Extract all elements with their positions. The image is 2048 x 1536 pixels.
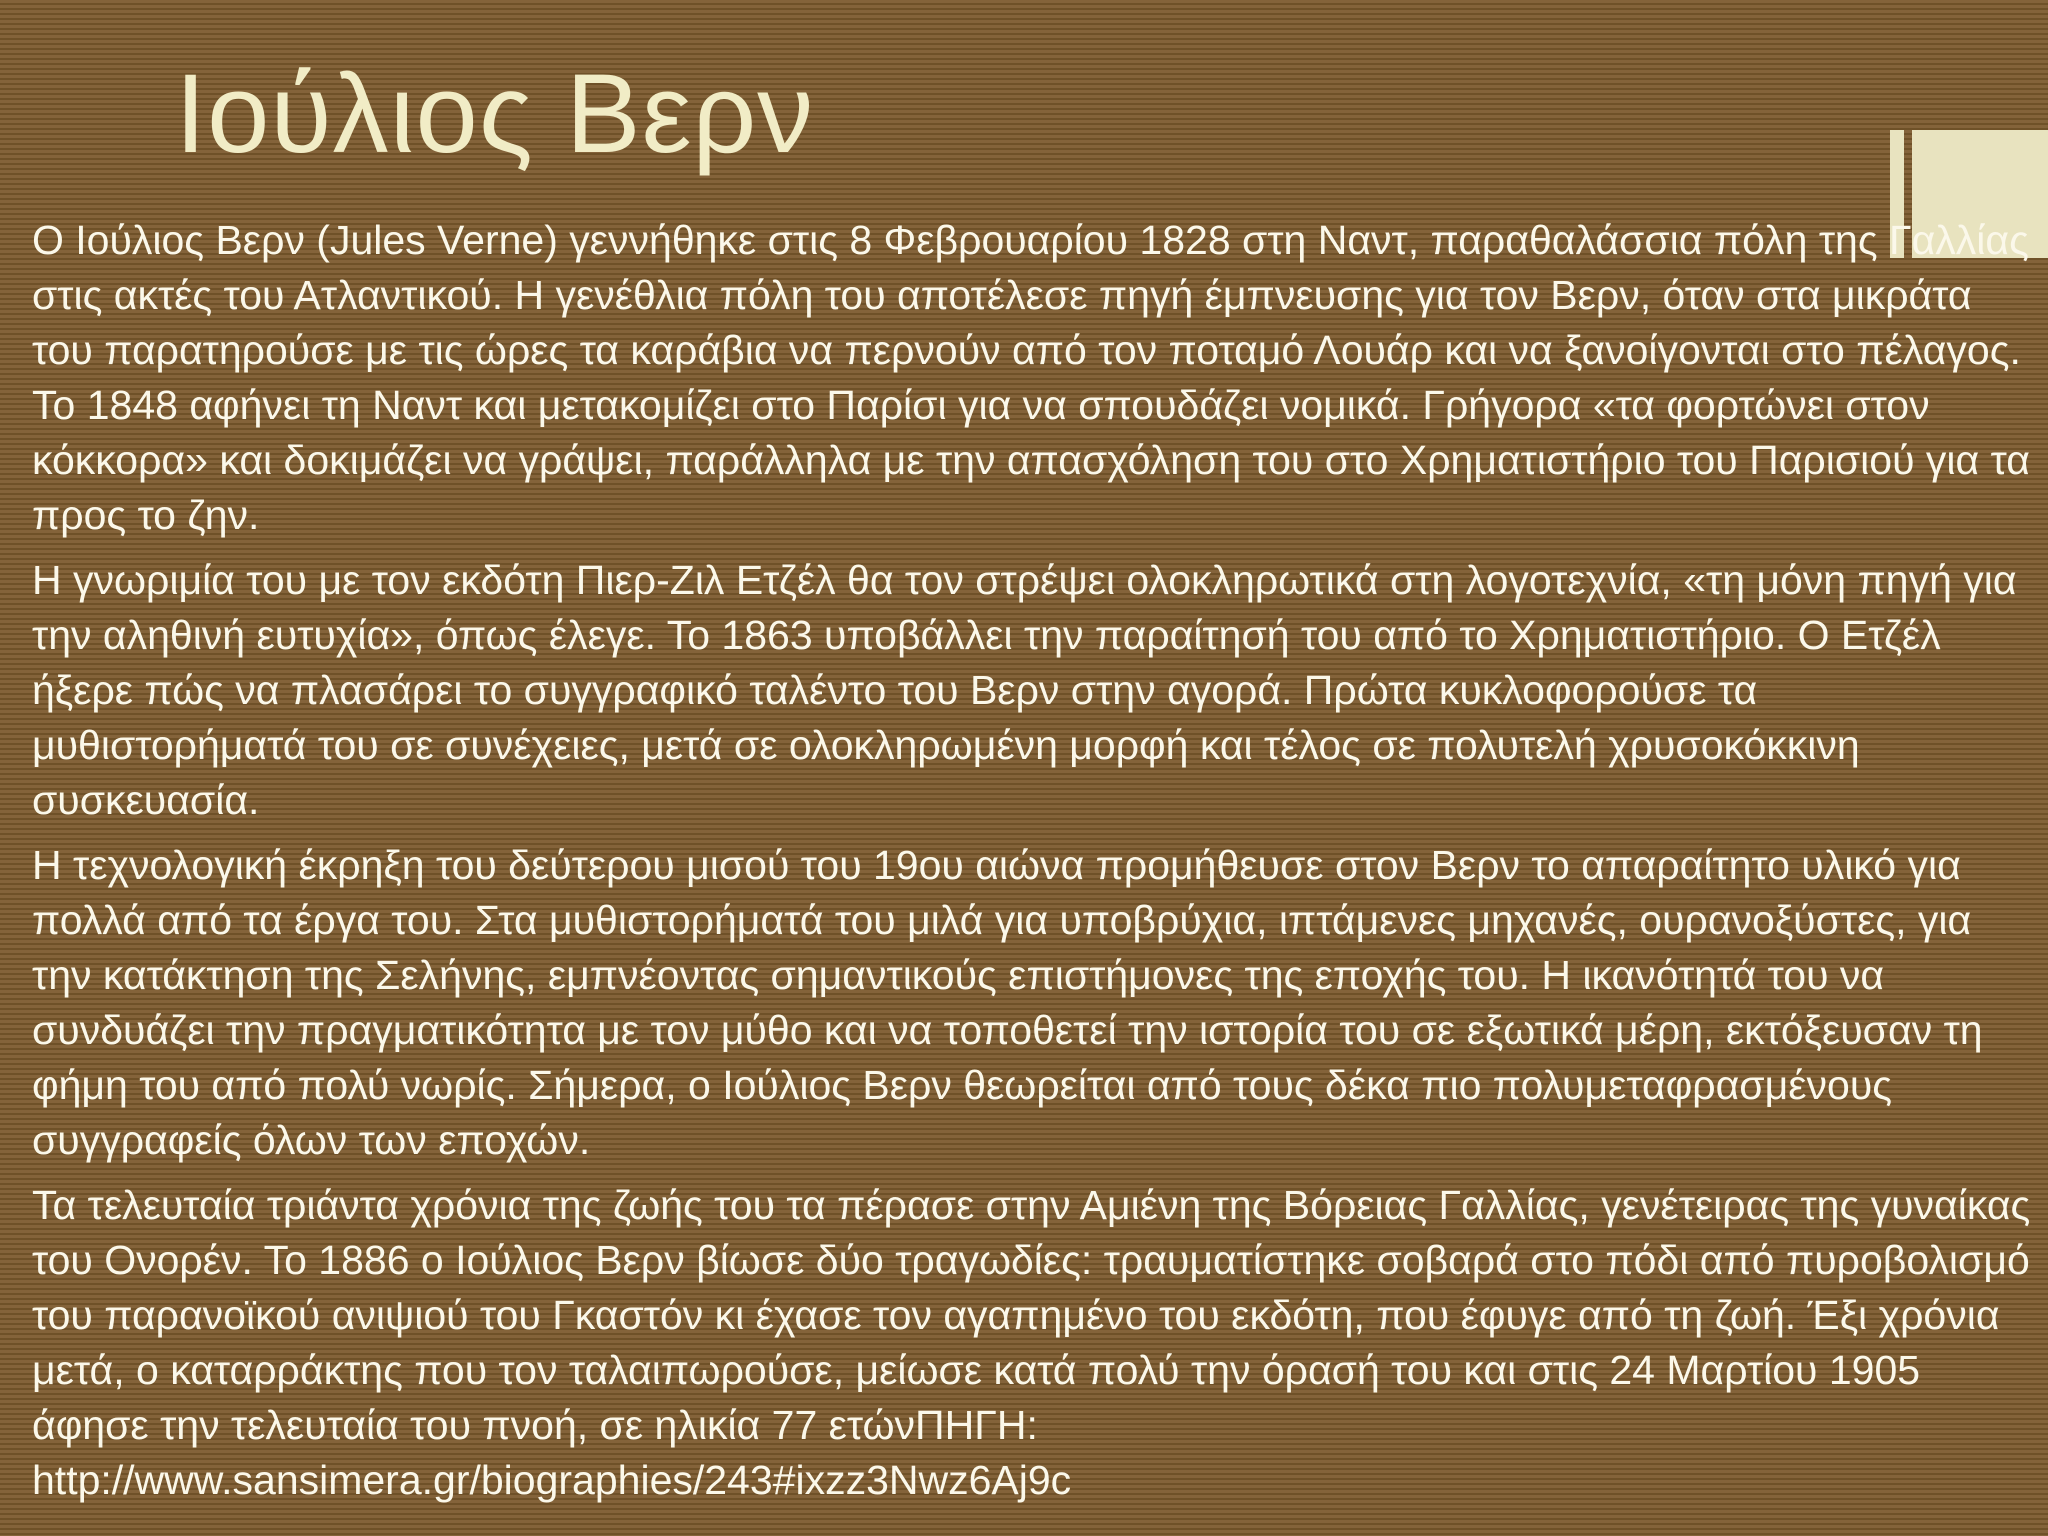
body-paragraph-technology: Η τεχνολογική έκρηξη του δεύτερου μισού του 19ου αιώνα προμήθευσε στον Βερν το απαραίτητο υλικό για πολλά από τα έργα του. Στα μυθιστορήματά του μιλά για υποβρύχια, ιπτάμενες μηχανές, ουρανοξύστες, για την κατάκτηση της Σελήνης, εμπνέοντας σημαντικούς επιστήμονες της εποχής του. Η ικανότητά του να συνδυάζει την πραγματικότητα με τον μύθο και να τοποθετεί την ιστορία του σε εξωτικά μέρη, εκτόξευσαν τη φήμη του από πολύ νωρίς. Σήμερα, ο Ιούλιος Βερν θεωρείται από τους δέκα πιο πολυμεταφρασμένους συγγραφείς όλων των εποχών. <box>32 842 1983 1163</box>
body-paragraph-birth: Ο Ιούλιος Βερν (Jules Verne) γεννήθηκε στις 8 Φεβρουαρίου 1828 στη Ναντ, παραθαλάσσια πόλη της Γαλλίας στις ακτές του Ατλαντικού. Η γενέθλια πόλη του αποτέλεσε πηγή έμπνευσης για τον Βερν, όταν στα μικράτα του παρατηρούσε με τις ώρες τα καράβια να περνούν από τον ποταμό Λουάρ και να ξανοίγονται στο πέλαγος. Το 1848 αφήνει τη Ναντ και μετακομίζει στο Παρίσι για να σπουδάζει νομικά. Γρήγορα «τα φορτώνει στον κόκκορα» και δοκιμάζει να γράψει, παράλληλα με την απασχόληση του στο Χρηματιστήριο του Παρισιού για τα προς το ζην. <box>32 217 2030 538</box>
slide-title: Ιούλιος Βερν <box>175 51 815 176</box>
slide-body <box>32 213 2032 1518</box>
body-paragraph-publisher: Η γνωριμία του με τον εκδότη Πιερ-Ζιλ Ετζέλ θα τον στρέψει ολοκληρωτικά στη λογοτεχνία, «τη μόνη πηγή για την αληθινή ευτυχία», όπως έλεγε. Το 1863 υποβάλλει την παραίτησή του από το Χρηματιστήριο. Ο Ετζέλ ήξερε πώς να πλασάρει το συγγραφικό ταλέντο του Βερν στην αγορά. Πρώτα κυκλοφορούσε τα μυθιστορήματά του σε συνέχειες, μετά σε ολοκληρωμένη μορφή και τέλος σε πολυτελή χρυσοκόκκινη συσκευασία. <box>32 557 2017 823</box>
body-paragraph-later-life: Τα τελευταία τριάντα χρόνια της ζωής του τα πέρασε στην Αμιένη της Βόρειας Γαλλίας, γενέτειρας της γυναίκας του Ονορέν. Το 1886 ο Ιούλιος Βερν βίωσε δύο τραγωδίες: τραυματίστηκε σοβαρά στο πόδι από πυροβολισμό του παρανοϊκού ανιψιού του Γκαστόν κι έχασε τον αγαπημένο του εκδότη, που έφυγε από τη ζωή. Έξι χρόνια μετά, ο καταρράκτης που τον ταλαιπωρούσε, μείωσε κατά πολύ την όρασή του και στις 24 Μαρτίου 1905 άφησε την τελευταία του πνοή, σε ηλικία 77 ετώνΠΗΓΗ: http://www.sansimera.gr/biographies/243#ixzz3Nwz6Aj9c <box>32 1182 2031 1503</box>
